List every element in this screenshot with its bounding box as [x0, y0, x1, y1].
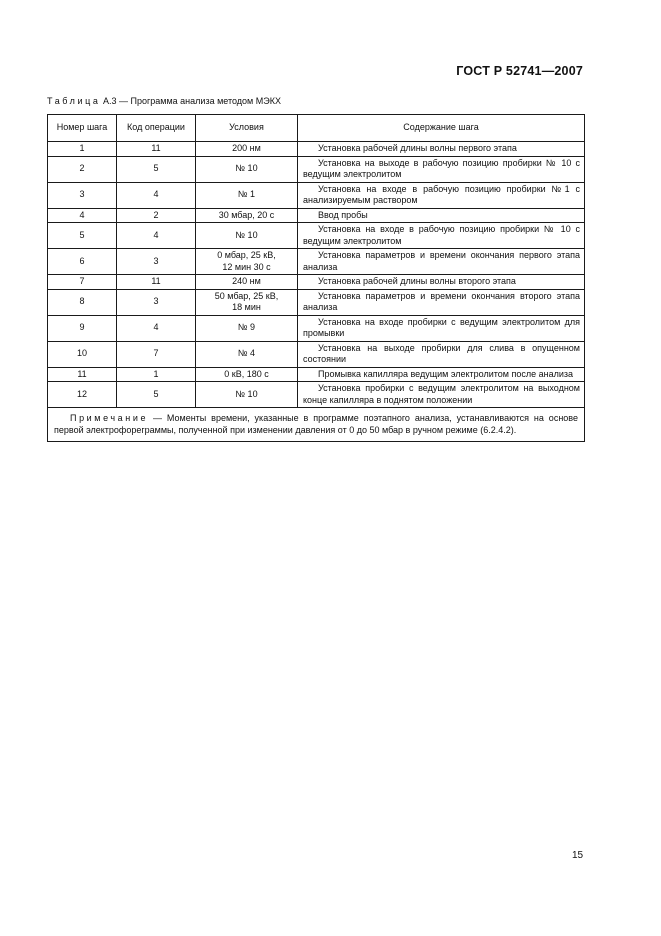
step-content-text: Установка на входе в рабочую позицию пробирки № 10 с ведущим электролитом [303, 224, 580, 246]
condition-line: № 9 [237, 322, 256, 333]
note-text: — Моменты времени, указанные в программе поэтапного анализа, устанавливаются на основе первой электрофореграммы, полученной при изменении давления от 0 до 50 мбар в ручном режиме (6.2.4.2). [54, 413, 578, 435]
step-content-text: Установка на выходе пробирки для слива в опущенном состоянии [303, 342, 580, 364]
cell-conditions [196, 223, 298, 249]
cell-step-number: 12 [48, 382, 117, 408]
cell-conditions [196, 142, 298, 157]
cell-conditions [196, 208, 298, 223]
cell-conditions [196, 275, 298, 290]
condition-line: 0 мбар, 25 кВ, [217, 250, 276, 260]
document-code: ГОСТ Р 52741—2007 [456, 64, 583, 78]
table-row [48, 249, 585, 275]
cell-operation-code: 1 [117, 367, 196, 382]
table-caption [47, 96, 281, 106]
table-body [48, 142, 585, 408]
cell-step-number: 5 [48, 223, 117, 249]
table-note-row [48, 408, 585, 442]
step-content-text: Установка параметров и времени окончания первого этапа анализа [303, 250, 580, 272]
cell-operation-code: 4 [117, 182, 196, 208]
table-row [48, 182, 585, 208]
cell-operation-code: 11 [117, 142, 196, 157]
page-number: 15 [572, 850, 584, 861]
step-content-text: Установка на выходе в рабочую позицию пробирки № 10 с ведущим электролитом [303, 157, 580, 179]
cell-operation-code: 2 [117, 208, 196, 223]
step-content-text: Установка пробирки с ведущим электролитом на выходном конце капилляра в поднятом положении [303, 383, 580, 405]
step-content-text: Установка на входе в рабочую позицию пробирки №1 с анализируемым раствором [303, 183, 580, 205]
table-caption-prefix: Таблица [47, 96, 101, 106]
cell-step-content [298, 367, 585, 382]
cell-step-number: 4 [48, 208, 117, 223]
cell-operation-code: 5 [117, 382, 196, 408]
cell-operation-code: 5 [117, 156, 196, 182]
condition-line: 18 мин [232, 302, 261, 312]
cell-step-content [298, 142, 585, 157]
cell-step-number: 8 [48, 289, 117, 315]
cell-step-number: 7 [48, 275, 117, 290]
condition-line: № 10 [235, 163, 258, 174]
condition-line: № 10 [235, 229, 258, 240]
cell-conditions [196, 315, 298, 341]
condition-line: 12 мин 30 с [222, 261, 271, 272]
condition-line: № 1 [237, 189, 256, 200]
cell-step-content [298, 315, 585, 341]
cell-operation-code: 11 [117, 275, 196, 290]
cell-conditions [196, 156, 298, 182]
cell-conditions [196, 249, 298, 275]
cell-step-number: 10 [48, 341, 117, 367]
table-row [48, 156, 585, 182]
table-row [48, 341, 585, 367]
step-content-text: Ввод пробы [318, 209, 368, 220]
table-row [48, 275, 585, 290]
condition-line: 50 мбар, 25 кВ, [214, 290, 279, 301]
condition-line: № 10 [235, 388, 258, 399]
table-row [48, 289, 585, 315]
cell-step-number: 11 [48, 367, 117, 382]
step-content-text: Установка рабочей длины волны первого этапа [318, 143, 517, 153]
cell-operation-code: 4 [117, 223, 196, 249]
step-content-text: Установка рабочей длины волны второго этапа [318, 276, 516, 286]
cell-step-content [298, 382, 585, 408]
cell-step-content [298, 156, 585, 182]
step-content-text: Установка на входе пробирки с ведущим электролитом для промывки [303, 316, 580, 338]
condition-line: 30 мбар, 20 с [218, 209, 275, 220]
column-header-content: Содержание шага [298, 115, 585, 142]
cell-step-number: 3 [48, 182, 117, 208]
cell-conditions [196, 382, 298, 408]
condition-line: № 4 [237, 348, 256, 359]
table-row [48, 315, 585, 341]
table-row [48, 208, 585, 223]
condition-line: 0 кВ, 180 с [224, 368, 269, 379]
table-row [48, 142, 585, 157]
cell-conditions [196, 289, 298, 315]
table-note [48, 408, 585, 442]
step-content-text: Установка параметров и времени окончания второго этапа анализа [303, 290, 580, 312]
condition-line: 200 нм [232, 143, 261, 153]
cell-step-content [298, 289, 585, 315]
column-header-code: Код операции [117, 115, 196, 142]
table-header-row [48, 115, 585, 142]
cell-step-number: 2 [48, 156, 117, 182]
table-caption-text: А.3 — Программа анализа методом МЭКХ [103, 96, 281, 106]
cell-step-number: 9 [48, 315, 117, 341]
cell-step-content [298, 249, 585, 275]
cell-conditions [196, 341, 298, 367]
cell-conditions [196, 367, 298, 382]
table-row [48, 223, 585, 249]
column-header-step: Номер шага [48, 115, 117, 142]
cell-step-content [298, 341, 585, 367]
table-row [48, 367, 585, 382]
cell-step-content [298, 208, 585, 223]
table-row [48, 382, 585, 408]
cell-operation-code: 4 [117, 315, 196, 341]
cell-step-number: 6 [48, 249, 117, 275]
step-content-text: Промывка капилляра ведущим электролитом после анализа [318, 368, 573, 379]
note-label: Примечание [70, 413, 149, 423]
cell-operation-code: 3 [117, 249, 196, 275]
column-header-conditions: Условия [196, 115, 298, 142]
cell-step-number: 1 [48, 142, 117, 157]
cell-conditions [196, 182, 298, 208]
condition-line: 240 нм [232, 276, 261, 286]
cell-operation-code: 3 [117, 289, 196, 315]
cell-step-content [298, 223, 585, 249]
cell-operation-code: 7 [117, 341, 196, 367]
cell-step-content [298, 182, 585, 208]
analysis-program-table [47, 114, 585, 442]
cell-step-content [298, 275, 585, 290]
